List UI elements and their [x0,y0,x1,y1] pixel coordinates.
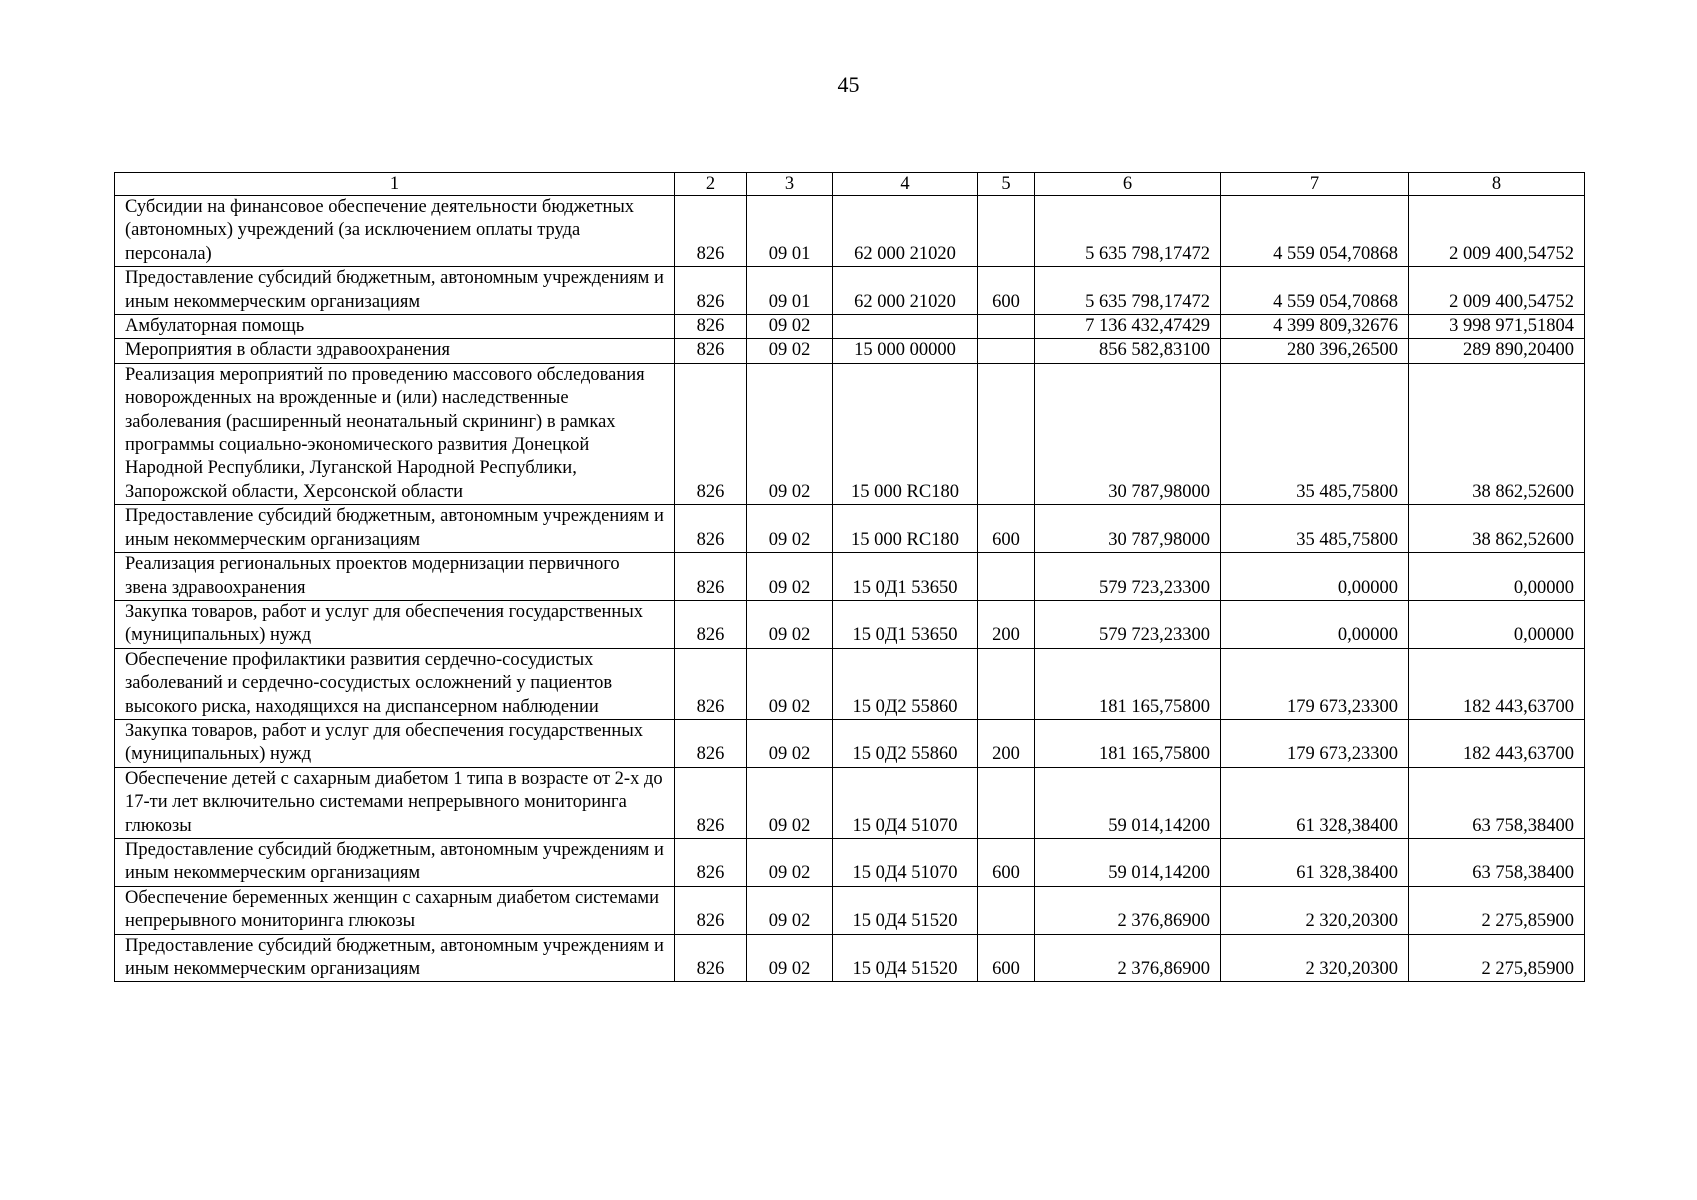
row-expense-type-cell [978,553,1035,601]
table-row [115,505,1585,553]
row-csr-cell: 15 000 00000 [833,339,978,363]
row-expense-type-cell [978,339,1035,363]
row-code-cell: 826 [675,719,747,767]
row-expense-type-cell [978,315,1035,339]
row-csr-cell: 62 000 21020 [833,196,978,267]
row-csr-cell [833,315,978,339]
row-section-cell: 09 02 [747,648,833,719]
row-expense-type-cell [978,196,1035,267]
row-amount-col8-cell: 2 275,85900 [1409,886,1585,934]
row-section-cell: 09 01 [747,196,833,267]
row-section-cell: 09 02 [747,767,833,838]
table-row [115,315,1585,339]
row-amount-col6-cell: 30 787,98000 [1035,505,1221,553]
row-amount-col8-cell: 182 443,63700 [1409,648,1585,719]
row-section-cell: 09 02 [747,363,833,504]
row-section-cell: 09 02 [747,505,833,553]
header-cell: 1 [115,173,675,196]
row-amount-col6-cell: 5 635 798,17472 [1035,267,1221,315]
row-amount-col7-cell: 0,00000 [1221,600,1409,648]
row-expense-type-cell: 200 [978,719,1035,767]
row-section-cell: 09 02 [747,886,833,934]
row-name-cell: Реализация мероприятий по проведению массового обследования новорожденных на врожденные и (или) наследственные заболевания (расширенный неонатальный скрининг) в рамках программы социально-экономического развития Донецкой Народной Республики, Луганской Народной Республики, Запорожской области, Херсонской области [115,363,675,504]
row-amount-col6-cell: 5 635 798,17472 [1035,196,1221,267]
row-name-cell: Обеспечение беременных женщин с сахарным диабетом системами непрерывного мониторинга глюкозы [115,886,675,934]
row-name-cell: Предоставление субсидий бюджетным, автономным учреждениям и иным некоммерческим организациям [115,505,675,553]
row-expense-type-cell [978,648,1035,719]
row-amount-col8-cell: 182 443,63700 [1409,719,1585,767]
row-amount-col8-cell: 3 998 971,51804 [1409,315,1585,339]
table-row [115,838,1585,886]
header-cell: 7 [1221,173,1409,196]
row-csr-cell: 15 0Д1 53650 [833,600,978,648]
row-expense-type-cell [978,886,1035,934]
row-name-cell: Обеспечение детей с сахарным диабетом 1 типа в возрасте от 2-х до 17-ти лет включительно системами непрерывного мониторинга глюкозы [115,767,675,838]
row-code-cell: 826 [675,315,747,339]
row-section-cell: 09 02 [747,719,833,767]
row-expense-type-cell [978,767,1035,838]
row-code-cell: 826 [675,363,747,504]
row-name-cell: Мероприятия в области здравоохранения [115,339,675,363]
row-name-cell: Предоставление субсидий бюджетным, автономным учреждениям и иным некоммерческим организациям [115,934,675,982]
row-amount-col7-cell: 280 396,26500 [1221,339,1409,363]
row-code-cell: 826 [675,648,747,719]
table-row [115,363,1585,504]
row-amount-col7-cell: 4 559 054,70868 [1221,196,1409,267]
row-code-cell: 826 [675,339,747,363]
row-name-cell: Амбулаторная помощь [115,315,675,339]
row-amount-col8-cell: 38 862,52600 [1409,363,1585,504]
row-amount-col6-cell: 181 165,75800 [1035,648,1221,719]
row-code-cell: 826 [675,838,747,886]
row-amount-col8-cell: 2 009 400,54752 [1409,267,1585,315]
row-csr-cell: 15 0Д2 55860 [833,648,978,719]
row-section-cell: 09 02 [747,600,833,648]
row-amount-col6-cell: 30 787,98000 [1035,363,1221,504]
table-row [115,339,1585,363]
row-name-cell: Предоставление субсидий бюджетным, автономным учреждениям и иным некоммерческим организациям [115,267,675,315]
row-section-cell: 09 02 [747,315,833,339]
row-code-cell: 826 [675,886,747,934]
row-csr-cell: 62 000 21020 [833,267,978,315]
row-amount-col6-cell: 856 582,83100 [1035,339,1221,363]
row-expense-type-cell: 600 [978,505,1035,553]
header-cell: 3 [747,173,833,196]
row-amount-col6-cell: 181 165,75800 [1035,719,1221,767]
row-code-cell: 826 [675,600,747,648]
row-amount-col7-cell: 4 559 054,70868 [1221,267,1409,315]
table-row [115,600,1585,648]
row-amount-col6-cell: 59 014,14200 [1035,838,1221,886]
row-amount-col6-cell: 2 376,86900 [1035,934,1221,982]
table-row [115,648,1585,719]
row-name-cell: Субсидии на финансовое обеспечение деятельности бюджетных (автономных) учреждений (за исключением оплаты труда персонала) [115,196,675,267]
row-code-cell: 826 [675,196,747,267]
row-code-cell: 826 [675,767,747,838]
row-code-cell: 826 [675,934,747,982]
budget-table [114,172,1585,982]
row-csr-cell: 15 0Д4 51520 [833,886,978,934]
row-amount-col7-cell: 35 485,75800 [1221,363,1409,504]
table-row [115,196,1585,267]
row-amount-col7-cell: 179 673,23300 [1221,719,1409,767]
row-amount-col8-cell: 63 758,38400 [1409,767,1585,838]
row-code-cell: 826 [675,505,747,553]
row-expense-type-cell [978,363,1035,504]
row-amount-col6-cell: 579 723,23300 [1035,600,1221,648]
row-section-cell: 09 02 [747,838,833,886]
row-amount-col7-cell: 4 399 809,32676 [1221,315,1409,339]
row-amount-col8-cell: 289 890,20400 [1409,339,1585,363]
row-name-cell: Предоставление субсидий бюджетным, автономным учреждениям и иным некоммерческим организациям [115,838,675,886]
row-name-cell: Обеспечение профилактики развития сердечно-сосудистых заболеваний и сердечно-сосудистых осложнений у пациентов высокого риска, находящихся на диспансерном наблюдении [115,648,675,719]
row-amount-col8-cell: 0,00000 [1409,600,1585,648]
table-row [115,886,1585,934]
row-amount-col8-cell: 2 275,85900 [1409,934,1585,982]
row-expense-type-cell: 600 [978,267,1035,315]
table-row [115,719,1585,767]
row-code-cell: 826 [675,553,747,601]
row-amount-col7-cell: 61 328,38400 [1221,767,1409,838]
row-amount-col8-cell: 2 009 400,54752 [1409,196,1585,267]
row-name-cell: Закупка товаров, работ и услуг для обеспечения государственных (муниципальных) нужд [115,719,675,767]
row-amount-col6-cell: 7 136 432,47429 [1035,315,1221,339]
row-csr-cell: 15 0Д4 51520 [833,934,978,982]
row-amount-col8-cell: 63 758,38400 [1409,838,1585,886]
row-amount-col7-cell: 2 320,20300 [1221,934,1409,982]
row-expense-type-cell: 600 [978,934,1035,982]
row-section-cell: 09 01 [747,267,833,315]
row-amount-col6-cell: 579 723,23300 [1035,553,1221,601]
header-cell: 4 [833,173,978,196]
row-csr-cell: 15 0Д2 55860 [833,719,978,767]
row-csr-cell: 15 0Д1 53650 [833,553,978,601]
header-cell: 8 [1409,173,1585,196]
row-csr-cell: 15 0Д4 51070 [833,767,978,838]
table-body [115,196,1585,982]
row-amount-col7-cell: 0,00000 [1221,553,1409,601]
row-amount-col7-cell: 35 485,75800 [1221,505,1409,553]
header-cell: 5 [978,173,1035,196]
header-cell: 2 [675,173,747,196]
header-cell: 6 [1035,173,1221,196]
row-expense-type-cell: 600 [978,838,1035,886]
table-row [115,267,1585,315]
row-amount-col7-cell: 2 320,20300 [1221,886,1409,934]
row-section-cell: 09 02 [747,934,833,982]
page-number: 45 [837,72,860,97]
table-row [115,553,1585,601]
row-amount-col6-cell: 2 376,86900 [1035,886,1221,934]
header-row [115,173,1585,196]
row-section-cell: 09 02 [747,339,833,363]
row-csr-cell: 15 000 RC180 [833,363,978,504]
table-row [115,767,1585,838]
row-name-cell: Реализация региональных проектов модернизации первичного звена здравоохранения [115,553,675,601]
row-code-cell: 826 [675,267,747,315]
row-csr-cell: 15 0Д4 51070 [833,838,978,886]
table-row [115,934,1585,982]
row-expense-type-cell: 200 [978,600,1035,648]
row-amount-col8-cell: 38 862,52600 [1409,505,1585,553]
row-amount-col7-cell: 61 328,38400 [1221,838,1409,886]
row-section-cell: 09 02 [747,553,833,601]
row-amount-col7-cell: 179 673,23300 [1221,648,1409,719]
row-amount-col6-cell: 59 014,14200 [1035,767,1221,838]
row-csr-cell: 15 000 RC180 [833,505,978,553]
row-amount-col8-cell: 0,00000 [1409,553,1585,601]
row-name-cell: Закупка товаров, работ и услуг для обеспечения государственных (муниципальных) нужд [115,600,675,648]
